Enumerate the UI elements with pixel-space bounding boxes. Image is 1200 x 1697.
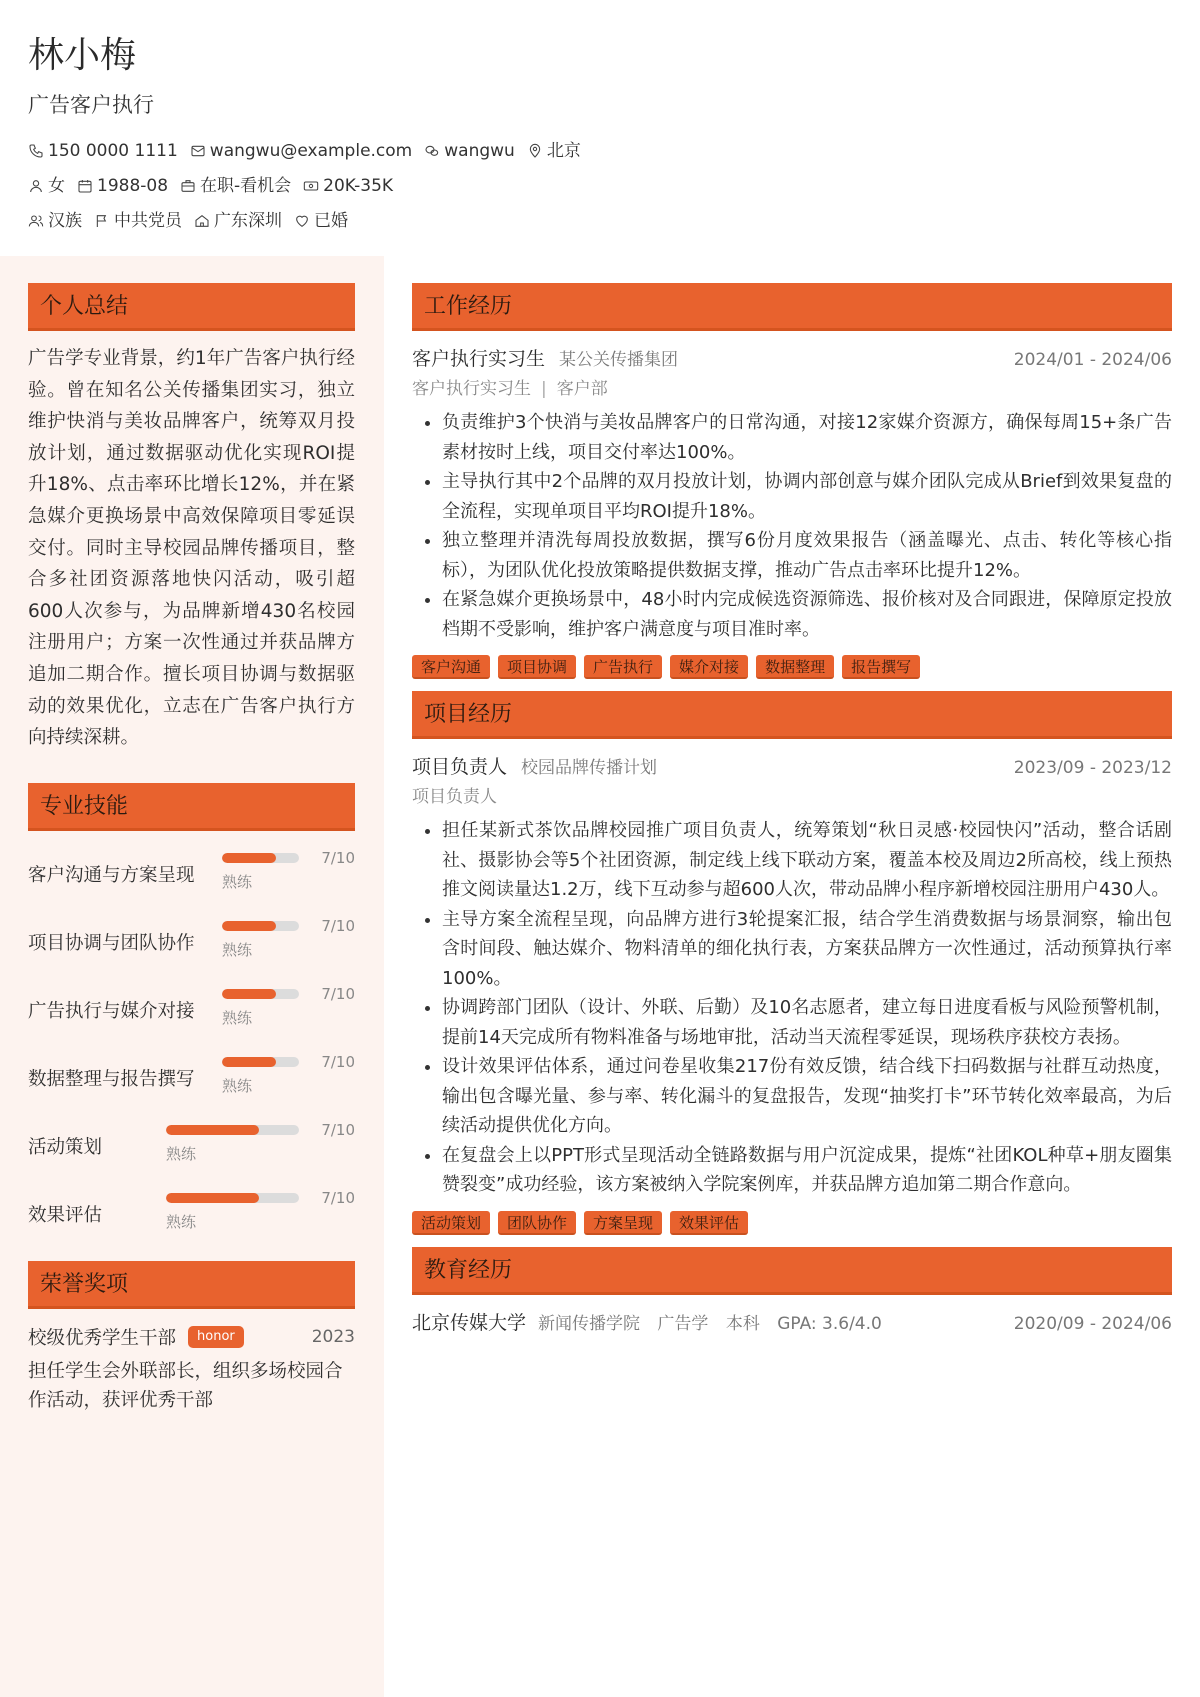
work-department: 客户部 [556,379,608,399]
project-bullet: • 设计效果评估体系，通过问卷星收集217份有效反馈，结合线下扫码数据与社群互动热度，输出包含曝光量、参与率、转化漏斗的复盘报告，发现“抽奖打卡”环节转化效率最高，为后续活动提供优化方向。 [442,1052,1172,1141]
ethnicity-text: 汉族 [48,211,82,231]
college-name: 新闻传播学院 [538,1313,641,1334]
work-entry-header [412,344,1172,372]
skill-score: 7/10 [321,848,355,867]
status-info [180,175,291,197]
project-bullet: • 担任某新式茶饮品牌校园推广项目负责人，统筹策划“秋日灵感·校园快闪”活动，整合话剧社、摄影协会等5个社团资源，制定线上线下联动方案，覆盖本校及周边2所高校，线上预热推文阅读量达1.2万，线下互动参与超600人次，带动品牌小程序新增校园注册用户430人。 [442,816,1172,905]
politics-info [94,210,182,232]
status-text: 在职-看机会 [200,176,292,196]
project-section-title: 项目经历 [412,691,1172,739]
skill-name: 数据整理与报告撰写 [28,1068,195,1090]
location-pin-icon [527,143,543,159]
work-section-title: 工作经历 [412,283,1172,331]
work-tag: 广告执行 [584,655,662,679]
politics-text: 中共党员 [114,211,182,231]
education-entry [412,1308,1172,1335]
work-tag: 媒介对接 [670,655,748,679]
users-icon [28,213,44,229]
skill-item [28,1183,355,1251]
skill-score: 7/10 [321,916,355,935]
background-row [28,210,1172,232]
skill-level: 熟练 [222,872,253,891]
project-bullet: • 协调跨部门团队（设计、外联、后勤）及10名志愿者，建立每日进度看板与风险预警机制，提前14天完成所有物料准备与场地审批，活动当天流程零延误，现场秩序获校方表扬。 [442,993,1172,1052]
work-bullets [412,408,1172,644]
skill-level: 熟练 [166,1212,197,1231]
school-name: 北京传媒大学 [412,1311,527,1334]
work-bullet: • 在紧急媒介更换场景中，48小时内完成候选资源筛选、报价核对及合同跟进，保障原定投放档期不受影响，维护客户满意度与项目准时率。 [442,585,1172,644]
work-subtitle [412,377,1172,401]
work-tags [412,655,1172,679]
phone-info [28,140,178,162]
salary-text: 20K-35K [323,176,394,196]
skill-bar [222,1057,299,1067]
education-meta [538,1309,894,1334]
skill-item [28,911,355,979]
work-tag: 报告撰写 [842,655,920,679]
skill-score: 7/10 [321,1120,355,1139]
project-tag: 效果评估 [670,1211,748,1235]
phone-text: 150 0000 1111 [48,141,178,161]
skill-item [28,1047,355,1115]
skill-item [28,843,355,911]
skill-name: 项目协调与团队协作 [28,932,195,954]
education-date: 2020/09 - 2024/06 [1013,1313,1172,1334]
skill-bar-fill [222,989,276,999]
job-title: 广告客户执行 [28,93,154,117]
marital-info [294,210,348,232]
skill-bar-fill [166,1193,259,1203]
personal-row [28,175,1172,197]
skill-bar [222,921,299,931]
work-sub-separator: | [541,379,547,399]
birth-text: 1988-08 [97,176,169,196]
skill-bar-fill [166,1125,259,1135]
skill-level: 熟练 [166,1144,197,1163]
candidate-name: 林小梅 [28,35,137,76]
birth-info [77,175,168,197]
project-bullets [412,816,1172,1200]
project-bullet: • 在复盘会上以PPT形式呈现活动全链路数据与用户沉淀成果，提炼“社团KOL种草+朋友圈集赞裂变”成功经验，该方案被纳入学院案例库，并获品牌方追加第二期合作意向。 [442,1141,1172,1200]
home-icon [194,213,210,229]
skill-bar [222,989,299,999]
heart-icon [294,213,310,229]
project-role: 项目负责人 [412,756,508,778]
work-tag: 数据整理 [756,655,834,679]
skill-bar-fill [222,921,276,931]
work-bullet: • 主导执行其中2个品牌的双月投放计划，协调内部创意与媒介团队完成从Brief到效果复盘的全流程，实现单项目平均ROI提升18%。 [442,467,1172,526]
city-text: 北京 [546,141,581,161]
education-section-title: 教育经历 [412,1247,1172,1295]
hometown-info [194,210,282,232]
skill-bar-fill [222,1057,276,1067]
honor-item [28,1323,355,1351]
wechat-text: wangwu [444,141,515,161]
project-tags [412,1211,1172,1235]
work-company: 某公关传播集团 [559,350,679,370]
gpa-value: GPA: 3.6/4.0 [777,1313,882,1334]
major-name: 广告学 [657,1313,709,1334]
contact-row [28,140,1172,162]
resume-header [0,0,1200,256]
person-icon [28,178,44,194]
skill-score: 7/10 [321,984,355,1003]
left-column [28,283,355,1415]
skill-score: 7/10 [321,1188,355,1207]
honor-year: 2023 [311,1326,355,1347]
hometown-text: 广东深圳 [214,211,282,231]
project-name: 校园品牌传播计划 [521,758,658,778]
marital-text: 已婚 [314,211,348,231]
skill-bar [166,1193,299,1203]
skill-name: 效果评估 [28,1204,103,1226]
skill-level: 熟练 [222,940,253,959]
salary-info [303,175,393,197]
skill-score: 7/10 [321,1052,355,1071]
work-role: 客户执行实习生 [412,348,546,370]
project-entry-header [412,752,1172,780]
project-tag: 团队协作 [498,1211,576,1235]
work-bullet: • 负责维护3个快消与美妆品牌客户的日常沟通，对接12家媒介资源方，确保每周15+条广告素材按时上线，项目交付率达100%。 [442,408,1172,467]
project-tag: 活动策划 [412,1211,490,1235]
right-column [412,283,1172,1335]
summary-section-title: 个人总结 [28,283,355,331]
skill-name: 客户沟通与方案呈现 [28,864,195,886]
flag-icon [94,213,110,229]
gender-text: 女 [48,176,65,196]
skill-level: 熟练 [222,1008,253,1027]
gender-info [28,175,65,197]
honor-description: 担任学生会外联部长，组织多场校园合作活动，获评优秀干部 [28,1360,343,1411]
degree-name: 本科 [725,1313,760,1334]
calendar-icon [77,178,93,194]
skill-bar-fill [222,853,276,863]
honor-badge: honor [188,1326,244,1348]
skill-item [28,979,355,1047]
summary-text: 广告学专业背景，约1年广告客户执行经验。曾在知名公关传播集团实习，独立维护快消与美妆品牌客户，统筹双月投放计划，通过数据驱动优化实现ROI提升18%、点击率环比增长12%，并在紧急媒介更换场景中高效保障项目零延误交付。同时主导校园品牌传播项目，整合多社团资源落地快闪活动，吸引超600人次参与，为品牌新增430名校园注册用户；方案一次性通过并获品牌方追加二期合作。擅长项目协调与数据驱动的效果优化，立志在广告客户执行方向持续深耕。 [28,348,355,749]
work-date: 2024/01 - 2024/06 [1013,350,1172,370]
phone-icon [28,143,44,159]
skill-name: 广告执行与媒介对接 [28,1000,195,1022]
skill-bar [166,1125,299,1135]
skills-list [28,843,355,1251]
project-bullet: • 主导方案全流程呈现，向品牌方进行3轮提案汇报，结合学生消费数据与场景洞察，输出包含时间段、触达媒介、物料清单的细化执行表，方案获品牌方一次性通过，活动预算执行率100%。 [442,905,1172,994]
skill-level: 熟练 [222,1076,253,1095]
honor-name: 校级优秀学生干部 [28,1327,177,1349]
work-bullet: • 独立整理并清洗每周投放数据，撰写6份月度效果报告（涵盖曝光、点击、转化等核心指标），为团队优化投放策略提供数据支撑，推动广告点击率环比提升12%。 [442,526,1172,585]
wechat-info [424,140,515,162]
skill-item [28,1115,355,1183]
project-tag: 方案呈现 [584,1211,662,1235]
city-info [527,140,581,162]
briefcase-icon [180,178,196,194]
work-tag: 客户沟通 [412,655,490,679]
skill-bar [222,853,299,863]
ethnicity-info [28,210,82,232]
project-subtitle: 项目负责人 [412,787,497,807]
skills-section-title: 专业技能 [28,783,355,831]
project-date: 2023/09 - 2023/12 [1013,758,1172,778]
mail-icon [190,143,206,159]
work-tag: 项目协调 [498,655,576,679]
wechat-icon [424,143,440,159]
email-text: wangwu@example.com [209,141,413,161]
work-sub-role: 客户执行实习生 [412,379,531,399]
money-icon [303,178,319,194]
skill-name: 活动策划 [28,1136,103,1158]
honors-section-title: 荣誉奖项 [28,1261,355,1309]
email-info [190,140,412,162]
